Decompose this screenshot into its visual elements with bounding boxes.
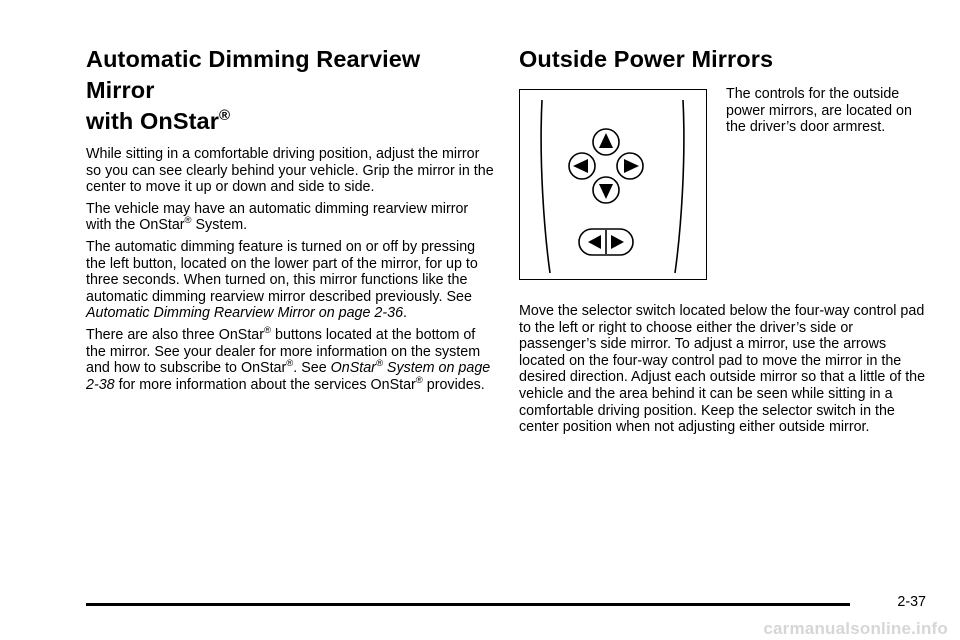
heading-line-1: Automatic Dimming Rearview Mirror <box>86 46 421 103</box>
paragraph-selector-switch: Move the selector switch located below the four-way control pad to the left or right to choose either the driver’s side or passenger’s side mirror. To adjust a mirror, use the arrows located on the four-way control pad to move the mirror in the desired direction. Adjust each outside mirror so that a little of the vehicle and the area behind it can be seen while sitting in a comfortable driving position. Keep the selector switch in the center position when not adjusting either outside mirror. <box>519 303 926 436</box>
link-text[interactable]: OnStar <box>330 360 376 377</box>
registered-mark: ® <box>264 324 272 336</box>
control-pad-drawing <box>520 90 705 278</box>
paragraph-adjust-mirror: While sitting in a comfortable driving position, adjust the mirror so you can see clearly behind your vehicle. Grip the mirror in the center to move it up or down and side to side. <box>86 146 494 196</box>
text-run: . See <box>293 360 331 377</box>
cross-reference-link[interactable]: Automatic Dimming Rearview Mirror on page 2-36 <box>86 305 404 322</box>
paragraph-onstar-buttons <box>86 324 494 393</box>
right-column <box>519 44 931 441</box>
text-run: provides. <box>422 376 485 393</box>
figure-row <box>519 86 931 285</box>
registered-mark: ® <box>415 374 423 386</box>
figure-caption: The controls for the outside power mirrors, are located on the driver’s door armrest. <box>726 86 912 136</box>
paragraph-onstar-system <box>86 201 494 234</box>
paragraph-dimming-feature <box>86 239 494 322</box>
registered-mark: ® <box>184 215 192 227</box>
mirror-control-illustration <box>519 89 707 280</box>
heading-line-2: with OnStar <box>86 108 219 134</box>
four-way-control-pad <box>569 129 643 203</box>
registered-mark: ® <box>218 107 231 124</box>
registered-mark: ® <box>375 358 383 370</box>
armrest-left-edge <box>541 100 550 273</box>
left-column <box>86 44 494 398</box>
page-number: 2-37 <box>897 594 926 610</box>
section-heading-outside-mirrors: Outside Power Mirrors <box>519 46 774 72</box>
section-heading-auto-dimming <box>86 44 494 137</box>
right-body <box>519 303 931 436</box>
text-run: There are also three OnStar <box>86 326 265 343</box>
text-run: The vehicle may have an automatic dimming rearview mirror with the OnStar <box>86 200 469 234</box>
text-run: . <box>403 305 408 322</box>
left-body <box>86 146 494 393</box>
text-run: The automatic dimming feature is turned on or off by pressing the left button, located on the lower part of the mirror, for up to three seconds. When turned on, this mirror functions like the automatic dimming rearview mirror described previously. See <box>86 238 478 305</box>
footer-rule <box>86 603 850 606</box>
text-run: for more information about the services OnStar <box>114 376 416 393</box>
text-run: System. <box>191 217 248 234</box>
watermark: carmanualsonline.info <box>763 619 948 638</box>
text-run: buttons located at the bottom of the mirror. See your dealer for more information on the system and how to subscribe to OnStar <box>86 326 481 377</box>
selector-switch <box>579 229 633 255</box>
link-text[interactable]: System on page 2-38 <box>86 360 491 393</box>
registered-mark: ® <box>286 358 294 370</box>
armrest-right-edge <box>675 100 684 273</box>
